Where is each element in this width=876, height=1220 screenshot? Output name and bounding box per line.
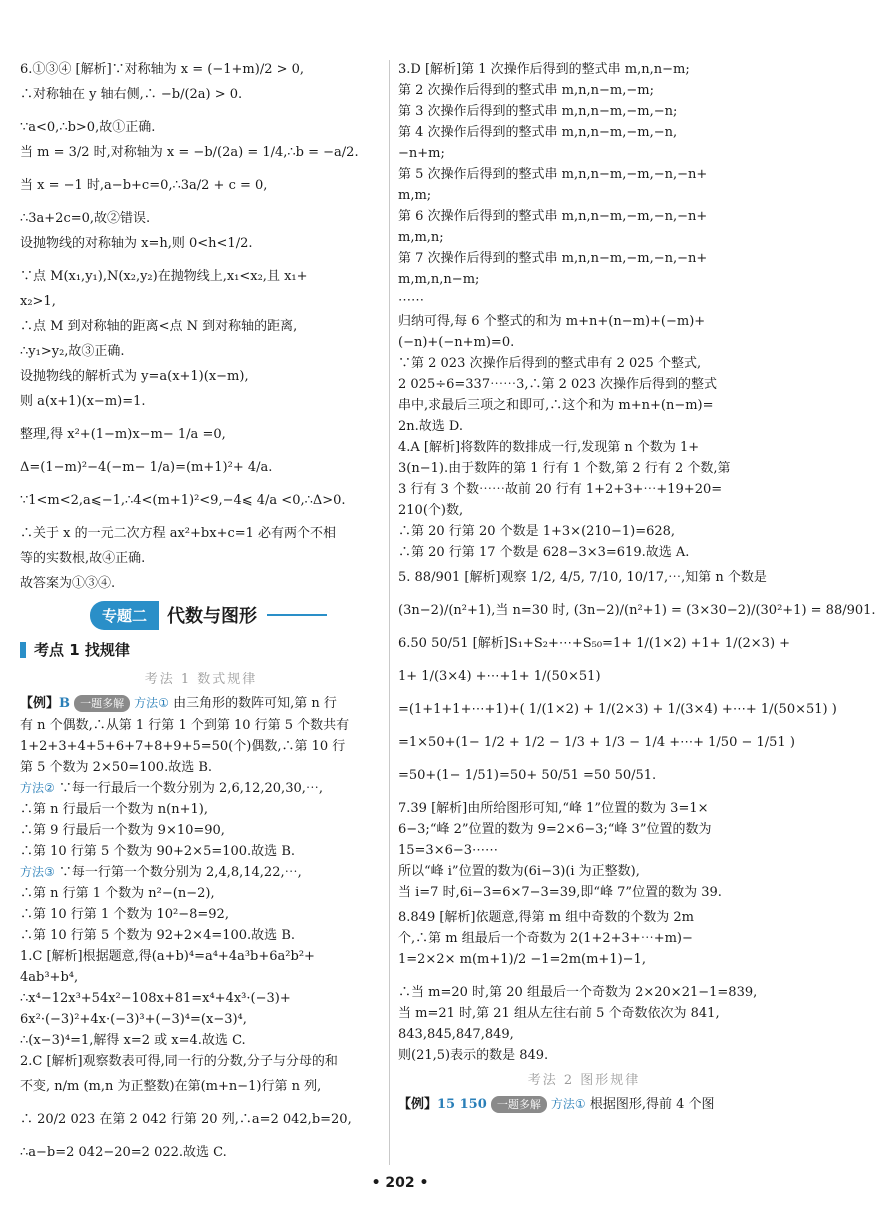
example-label: 【例】 (398, 1097, 438, 1112)
q6-series-solution (398, 636, 837, 783)
text-line: ∴第 10 行第 5 个数为 90+2×5=100.故选 B. (20, 844, 295, 859)
kaodian-title: 考点 1 找规律 (34, 641, 130, 659)
text-span: 根据图形,得前 4 个图 (589, 1097, 715, 1112)
text-line: 8.849 [解析]依题意,得第 m 组中奇数的个数为 2m (398, 910, 694, 925)
text-line: 当 m=21 时,第 21 组从左往右前 5 个奇数依次为 841, (398, 1006, 720, 1021)
text-line: 当 m = 3/2 时,对称轴为 x = −b/(2a) = 1/4,∴b = −a/2. (20, 145, 359, 160)
method-tag: 方法③ (20, 865, 55, 879)
text-line: 2n.故选 D. (398, 419, 464, 434)
text-line: 1.C [解析]根据题意,得(a+b)⁴=a⁴+4a³b+6a²b²+ (20, 949, 315, 964)
text-line: 7.39 [解析]由所给图形可知,“峰 1”位置的数为 3=1× (398, 801, 709, 816)
text-line: 第 2 次操作后得到的整式串 m,n,n−m,−m; (398, 83, 654, 98)
kaofa-heading: 考法 1 数式规律 (144, 672, 258, 687)
text-line: (−n)+(−n+m)=0. (398, 335, 515, 350)
text-line: ∴ 20/2 023 在第 2 042 行第 20 列,∴a=2 042,b=20, (20, 1112, 352, 1127)
text-line: 设抛物线的对称轴为 x=h,则 0<h<1/2. (20, 236, 253, 251)
example-answer: B (59, 696, 71, 711)
text-line: 当 i=7 时,6i−3=6×7−3=39,即“峰 7”位置的数为 39. (398, 885, 722, 900)
text-line: =50+(1− 1/51)=50+ 50/51 =50 50/51. (398, 768, 657, 783)
text-line: ∴第 n 行第 1 个数为 n²−(n−2), (20, 886, 215, 901)
text-line: ∴关于 x 的一元二次方程 ax²+bx+c=1 必有两个不相 (20, 526, 337, 541)
multi-solution-badge: 一题多解 (74, 695, 130, 712)
right-column (398, 62, 876, 1123)
text-span: ∵每一行最后一个数分别为 2,6,12,20,30,⋯, (58, 781, 324, 796)
text-line: =1×50+(1− 1/2 + 1/2 − 1/3 + 1/3 − 1/4 +⋯+ 1/50 − 1/51 ) (398, 735, 795, 750)
text-span: 由三角形的数阵可知,第 n 行 (173, 696, 337, 711)
text-line: ∵第 2 023 次操作后得到的整式串有 2 025 个整式, (398, 356, 702, 371)
text-line: ∴a−b=2 042−20=2 022.故选 C. (20, 1145, 227, 1160)
method-tag: 方法② (20, 781, 55, 795)
text-line: 第 7 次操作后得到的整式串 m,n,n−m,−m,−n,−n+ (398, 251, 708, 266)
text-line: ⋯⋯ (398, 293, 424, 308)
q4-solution (398, 440, 770, 560)
text-line: 2 025÷6=337⋯⋯3,∴第 2 023 次操作后得到的整式 (398, 377, 717, 392)
text-line: ∴3a+2c=0,故②错误. (20, 211, 151, 226)
text-line: ∵1<m<2,a⩽−1,∴4<(m+1)²<9,−4⩽ 4/a <0,∴Δ>0. (20, 493, 346, 508)
text-line: 1=2×2× m(m+1)/2 −1=2m(m+1)−1, (398, 952, 646, 967)
topic-rule (267, 614, 327, 616)
text-line: 归纳可得,每 6 个整式的和为 m+n+(n−m)+(−m)+ (398, 314, 706, 329)
left-column (20, 62, 382, 1170)
text-line: 不变, n/m (m,n 为正整数)在第(m+n−1)行第 n 列, (20, 1079, 322, 1094)
text-line: 个,∴第 m 组最后一个奇数为 2(1+2+3+⋯+m)− (398, 931, 693, 946)
text-line: 6.①③④ [解析]∵对称轴为 x = (−1+m)/2 > 0, (20, 62, 305, 77)
text-span: ∵每一行第一个数分别为 2,4,8,14,22,⋯, (58, 865, 302, 880)
text-line: 整理,得 x²+(1−m)x−m− 1/a =0, (20, 427, 226, 442)
text-line: ∴x⁴−12x³+54x²−108x+81=x⁴+4x³·(−3)+ (20, 991, 291, 1006)
example-line (20, 695, 382, 712)
example-label: 【例】 (20, 696, 60, 711)
text-line: ∵a<0,∴b>0,故①正确. (20, 120, 156, 135)
text-line: ∴点 M 到对称轴的距离<点 N 到对称轴的距离, (20, 319, 298, 334)
text-line: 843,845,847,849, (398, 1027, 514, 1042)
text-line: 有 n 个偶数,∴从第 1 行第 1 个到第 10 行第 5 个数共有 (20, 718, 350, 733)
text-line: 210(个)数, (398, 503, 464, 518)
multi-solution-badge: 一题多解 (491, 1096, 547, 1113)
text-line: x₂>1, (20, 294, 56, 309)
text-line: m,m,n,n−m; (398, 272, 480, 287)
topic-title: 代数与图形 (167, 606, 258, 627)
text-line: 第 4 次操作后得到的整式串 m,n,n−m,−m,−n, (398, 125, 678, 140)
topic-tag: 专题二 (90, 601, 159, 630)
text-line: 串中,求最后三项之和即可,∴这个和为 m+n+(n−m)= (398, 398, 714, 413)
text-line: ∴对称轴在 y 轴右侧,∴ −b/(2a) > 0. (20, 87, 243, 102)
method-tag: 方法① (550, 1097, 586, 1111)
q6-solution (20, 62, 382, 591)
text-line: ∴第 n 行最后一个数为 n(n+1), (20, 802, 208, 817)
text-line: ∴当 m=20 时,第 20 组最后一个奇数为 2×20×21−1=839, (398, 985, 758, 1000)
example-solution (20, 695, 382, 943)
text-line: 5. 88/901 [解析]观察 1/2, 4/5, 7/10, 10/17,⋯,知第 n 个数是 (398, 570, 767, 585)
kaofa-heading: 考法 2 图形规律 (527, 1073, 641, 1088)
text-line: m,m; (398, 188, 432, 203)
text-line: 第 6 次操作后得到的整式串 m,n,n−m,−m,−n,−n+ (398, 209, 708, 224)
text-line: Δ=(1−m)²−4(−m− 1/a)=(m+1)²+ 4/a. (20, 460, 273, 475)
text-line: (3n−2)/(n²+1),当 n=30 时, (3n−2)/(n²+1) = (3×30−2)/(30²+1) = 88/901. (398, 603, 876, 618)
text-line: ∴第 20 行第 17 个数是 628−3×3=619.故选 A. (398, 545, 690, 560)
text-line: 第 5 次操作后得到的整式串 m,n,n−m,−m,−n,−n+ (398, 167, 708, 182)
text-line: 4ab³+b⁴, (20, 970, 79, 985)
topic-header (90, 601, 382, 629)
text-line: ∴第 10 行第 1 个数为 10²−8=92, (20, 907, 229, 922)
text-line: ∴(x−3)⁴=1,解得 x=2 或 x=4.故选 C. (20, 1033, 246, 1048)
text-line: 所以“峰 i”位置的数为(6i−3)(i 为正整数), (398, 864, 640, 879)
text-line: =(1+1+1+⋯+1)+( 1/(1×2) + 1/(2×3) + 1/(3×4) +⋯+ 1/(50×51) ) (398, 702, 837, 717)
q1-solution (20, 949, 382, 1048)
text-line: 1+ 1/(3×4) +⋯+1+ 1/(50×51) (398, 669, 601, 684)
text-line: 2.C [解析]观察数表可得,同一行的分数,分子与分母的和 (20, 1054, 338, 1069)
text-line: 15=3×6−3⋯⋯ (398, 843, 499, 858)
text-line: ∴第 10 行第 5 个数为 92+2×4=100.故选 B. (20, 928, 295, 943)
text-line: ∴第 9 行最后一个数为 9×10=90, (20, 823, 225, 838)
kaodian-heading (20, 639, 382, 660)
page-number: • 202 • (371, 1175, 429, 1191)
text-line: 则(21,5)表示的数是 849. (398, 1048, 549, 1063)
text-line: 第 3 次操作后得到的整式串 m,n,n−m,−m,−n; (398, 104, 678, 119)
text-line: 6.50 50/51 [解析]S₁+S₂+⋯+S₅₀=1+ 1/(1×2) +1+ 1/(2×3) + (398, 636, 791, 651)
text-line: −n+m; (398, 146, 445, 161)
text-line (20, 781, 382, 796)
text-line: 第 5 个数为 2×50=100.故选 B. (20, 760, 213, 775)
text-line: 3.D [解析]第 1 次操作后得到的整式串 m,n,n−m; (398, 62, 690, 77)
text-line: 设抛物线的解析式为 y=a(x+1)(x−m), (20, 369, 249, 384)
q7-solution (398, 801, 770, 900)
text-line: 1+2+3+4+5+6+7+8+9+5=50(个)偶数,∴第 10 行 (20, 739, 346, 754)
text-line: ∴y₁>y₂,故③正确. (20, 344, 125, 359)
text-line: ∴第 20 行第 20 个数是 1+3×(210−1)=628, (398, 524, 676, 539)
text-line: 6x²·(−3)²+4x·(−3)³+(−3)⁴=(x−3)⁴, (20, 1012, 247, 1027)
q5-solution (398, 570, 876, 618)
text-line: 故答案为①③④. (20, 576, 116, 591)
text-line: 4.A [解析]将数阵的数排成一行,发现第 n 个数为 1+ (398, 440, 700, 455)
text-line: m,m,n; (398, 230, 444, 245)
text-line: 等的实数根,故④正确. (20, 551, 146, 566)
text-line: 3 行有 3 个数⋯⋯故前 20 行有 1+2+3+⋯+19+20= (398, 482, 723, 497)
text-line: 3(n−1).由于数阵的第 1 行有 1 个数,第 2 行有 2 个数,第 (398, 461, 731, 476)
q2-solution (20, 1054, 382, 1160)
text-line: 6−3;“峰 2”位置的数为 9=2×6−3;“峰 3”位置的数为 (398, 822, 712, 837)
q8-solution (398, 910, 770, 1063)
heading-bar-icon (20, 642, 26, 658)
text-line: ∵点 M(x₁,y₁),N(x₂,y₂)在抛物线上,x₁<x₂,且 x₁+ (20, 269, 308, 284)
text-line: 则 a(x+1)(x−m)=1. (20, 394, 146, 409)
text-line (20, 865, 382, 880)
q3-solution (398, 62, 770, 434)
column-divider (389, 60, 390, 1165)
example-answer: 15 150 (437, 1097, 487, 1112)
text-line: 当 x = −1 时,a−b+c=0,∴3a/2 + c = 0, (20, 178, 268, 193)
method-tag: 方法① (134, 696, 169, 710)
example-line (398, 1096, 770, 1113)
